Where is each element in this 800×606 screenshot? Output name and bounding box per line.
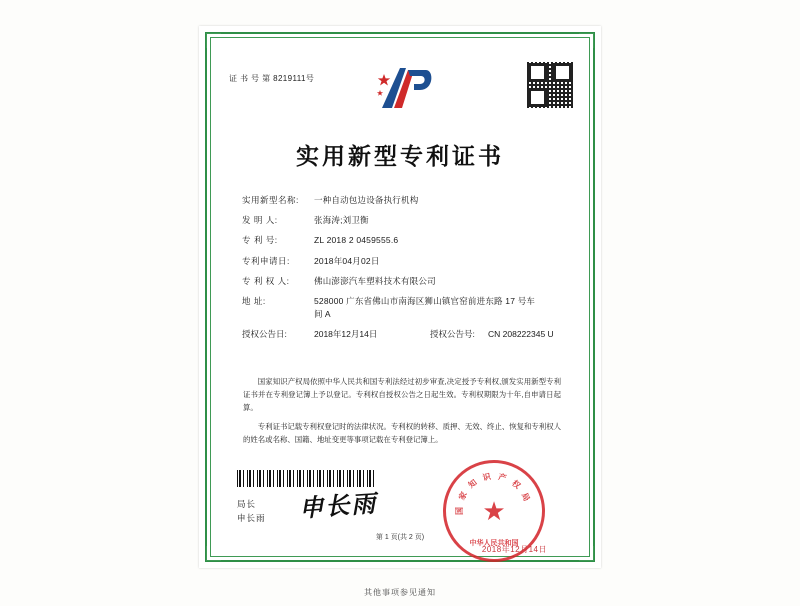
- certificate-number: 证 书 号 第 8219111号: [229, 74, 315, 83]
- seal-ring-char: 权: [510, 478, 523, 491]
- seal-ring-char: 知: [466, 477, 479, 490]
- field-grant-announcement: [242, 328, 563, 341]
- field-value: 一种自动包边设备执行机构: [314, 195, 419, 205]
- legal-paragraph-1: 国家知识产权局依照中华人民共和国专利法经过初步审查,决定授予专利权,颁发实用新型专利证书并在专利登记簿上予以登记。专利权自授权公告之日起生效。专利权期限为十年,自申请日起算。: [243, 377, 561, 412]
- legal-body-text: [243, 376, 561, 453]
- field-value: 佛山澎澎汽车塑料技术有限公司: [314, 275, 436, 286]
- handwritten-signature: 申长雨: [298, 488, 379, 523]
- seal-date: 2018年12月14日: [481, 545, 547, 554]
- certificate-sheet: [199, 26, 601, 568]
- seal-ring-char: 产: [497, 472, 508, 483]
- field-patent-number: [242, 234, 563, 247]
- page-indicator: 第 1 页(共 2 页): [375, 534, 425, 541]
- corner-ornament-bottom-left: [206, 546, 221, 561]
- field-application-date: [242, 255, 563, 268]
- certificate-content: [219, 46, 581, 554]
- seal-ring-char: 国: [455, 507, 464, 515]
- signature-name: 申长雨: [237, 512, 266, 523]
- qr-code-icon: [527, 62, 573, 108]
- field-label-grant-date: 授权公告日:: [242, 329, 287, 340]
- field-patentee: [242, 275, 563, 288]
- field-label: 实用新型名称:: [242, 195, 299, 205]
- qr-finder-bottom-left: [528, 88, 547, 107]
- field-label: 专 利 号:: [242, 235, 278, 246]
- legal-paragraph-2: 专利证书记载专利权登记时的法律状况。专利权的转移、质押、无效、终止、恢复和专利权人的姓名或名称、国籍、地址变更等事项记载在专利登记簿上。: [243, 421, 561, 444]
- field-utility-model-name: [242, 194, 563, 207]
- field-label: 地 址:: [242, 295, 266, 306]
- signature-role: 局长: [237, 499, 257, 509]
- corner-ornament-top-right: [579, 33, 594, 48]
- seal-bottom-text: 中华人民共和国: [469, 540, 519, 547]
- field-label-grant-number: 授权公告号:: [430, 329, 475, 340]
- corner-ornament-bottom-right: [579, 546, 594, 561]
- field-value-grant-number: CN 208222345 U: [488, 329, 554, 340]
- field-value: 528000 广东省佛山市南海区狮山镇官窑前进东路 17 号车: [314, 295, 536, 306]
- field-label: 发 明 人:: [242, 215, 278, 226]
- field-value-grant-date: 2018年12月14日: [314, 329, 378, 340]
- field-address: [242, 295, 563, 308]
- cnipa-logo-icon: [374, 64, 436, 112]
- field-value: ZL 2018 2 0459555.6: [314, 235, 399, 246]
- signature-block: [237, 498, 266, 525]
- field-value: 2018年04月02日: [314, 255, 380, 266]
- seal-ring-char: 家: [457, 490, 469, 502]
- footnote: 其他事项参见通知: [364, 588, 436, 597]
- page-title: 实用新型专利证书: [296, 143, 504, 170]
- field-value: 张海涛;刘卫衡: [314, 215, 369, 226]
- seal-ring-char: 识: [481, 472, 492, 483]
- field-address-line2: 间 A: [314, 309, 331, 320]
- seal-ring-char: 局: [519, 491, 532, 503]
- field-label: 专利申请日:: [242, 255, 290, 266]
- certificate-fields: [242, 194, 563, 348]
- seal-star-icon: ★: [482, 496, 506, 526]
- field-inventors: [242, 214, 563, 227]
- field-label: 专 利 权 人:: [242, 275, 290, 286]
